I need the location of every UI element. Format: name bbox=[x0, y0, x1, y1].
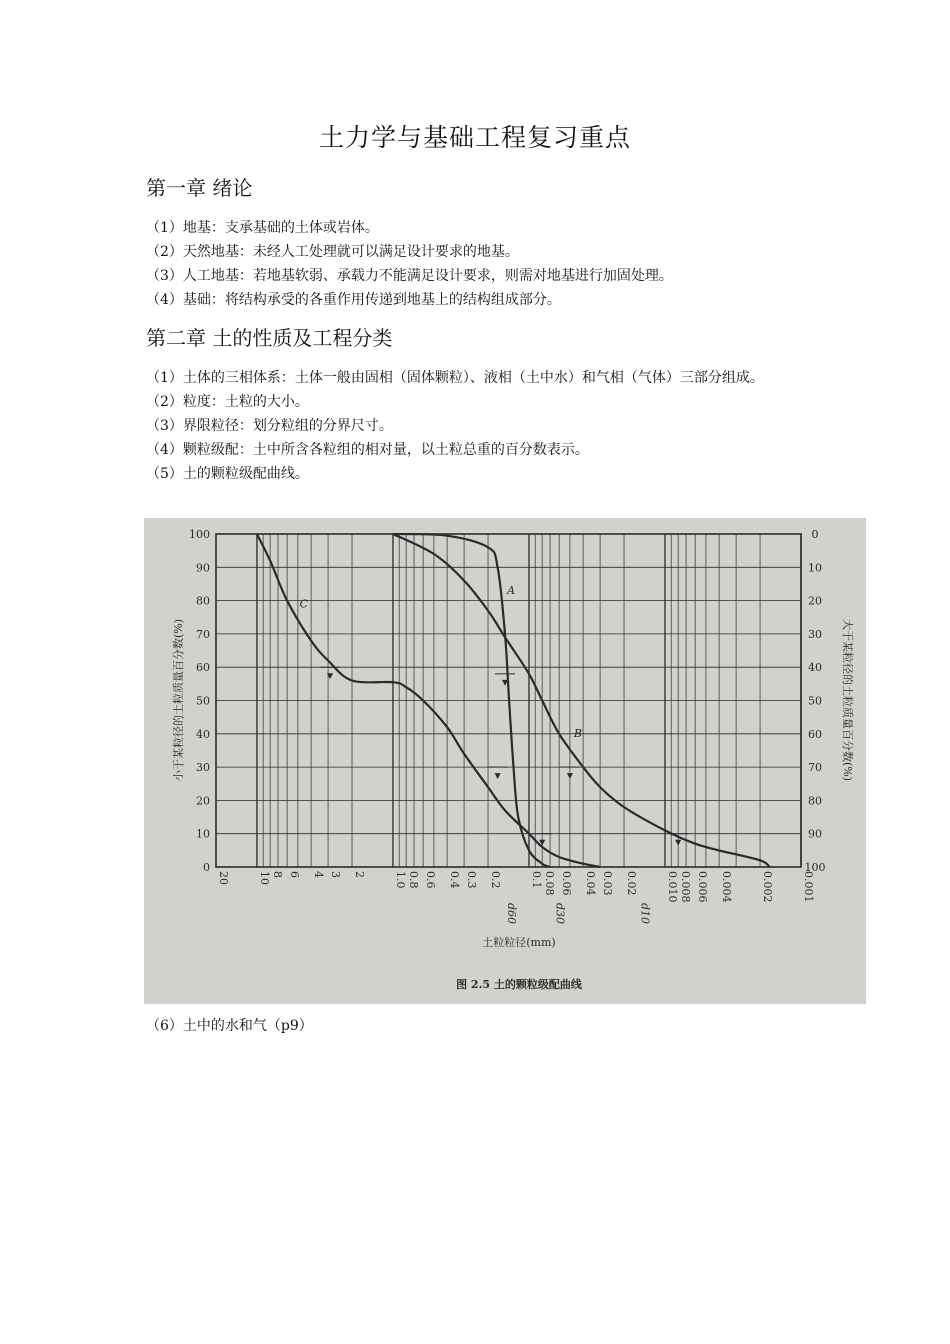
x-tick-label: 0.3 bbox=[465, 871, 479, 889]
x-tick-label: 0.006 bbox=[696, 871, 710, 903]
list-item: （4）基础：将结构承受的各重作用传递到地基上的结构组成部分。 bbox=[146, 292, 561, 308]
chapter-1-items bbox=[146, 216, 826, 312]
x-tick-label: 0.2 bbox=[489, 871, 503, 889]
y-tick-label-left: 80 bbox=[196, 594, 210, 608]
figure-background bbox=[144, 518, 866, 1004]
curve-label-A: A bbox=[507, 583, 516, 597]
list-item: （2）粒度：土粒的大小。 bbox=[146, 394, 309, 410]
x-tick-label: 20 bbox=[217, 871, 230, 885]
y-tick-label-left: 10 bbox=[196, 827, 210, 841]
y-axis-right-label: 大于某粒径的土粒质量百分数(%) bbox=[841, 618, 854, 782]
chapter-2-items bbox=[146, 366, 816, 486]
curve-label-C: C bbox=[299, 597, 308, 611]
list-item: （1）地基：支承基础的土体或岩体。 bbox=[146, 220, 379, 236]
y-tick-label-right: 30 bbox=[808, 627, 822, 641]
page-title: 土力学与基础工程复习重点 bbox=[318, 123, 631, 152]
y-tick-label-left: 90 bbox=[196, 561, 210, 575]
y-tick-label-right: 0 bbox=[811, 528, 819, 541]
grading-curve-chart bbox=[144, 518, 866, 1004]
x-tick-label: 4 bbox=[312, 871, 326, 878]
x-tick-label: 10 bbox=[257, 871, 271, 885]
x-tick-label: 0.8 bbox=[407, 871, 421, 889]
list-item: （5）土的颗粒级配曲线。 bbox=[146, 466, 309, 482]
curve-label-B: B bbox=[573, 727, 583, 741]
grading-curve-figure bbox=[144, 518, 866, 1004]
y-axis-left-label: 小于某粒径的土粒质量百分数(%) bbox=[172, 618, 185, 782]
y-tick-label-right: 60 bbox=[808, 727, 822, 741]
x-tick-label: 0.02 bbox=[625, 871, 639, 896]
x-tick-label: 0.002 bbox=[761, 871, 775, 903]
x-tick-label: 0.004 bbox=[720, 871, 734, 903]
x-tick-label: 0.03 bbox=[601, 871, 615, 896]
y-tick-label-right: 70 bbox=[808, 761, 822, 775]
x-tick-label: 0.010 bbox=[665, 871, 679, 903]
y-tick-label-right: 50 bbox=[808, 694, 822, 708]
x-tick-label: 0.1 bbox=[529, 871, 543, 889]
y-tick-label-right: 20 bbox=[808, 594, 822, 608]
annotation-d30: d30 bbox=[553, 903, 567, 925]
y-tick-label-left: 100 bbox=[189, 528, 210, 541]
y-tick-label-left: 60 bbox=[196, 661, 210, 675]
y-tick-label-left: 20 bbox=[196, 794, 210, 808]
x-tick-label: 1.0 bbox=[393, 871, 407, 889]
x-tick-label: 0.04 bbox=[584, 871, 598, 896]
y-tick-label-right: 80 bbox=[808, 794, 822, 808]
x-tick-label: 0.008 bbox=[679, 871, 693, 903]
x-tick-label: 6 bbox=[288, 871, 302, 878]
y-tick-label-right: 10 bbox=[808, 561, 822, 575]
list-item: （4）颗粒级配：土中所含各粒组的相对量，以土粒总重的百分数表示。 bbox=[146, 442, 589, 458]
x-tick-label: 0.08 bbox=[543, 871, 557, 896]
y-tick-label-left: 30 bbox=[196, 761, 210, 775]
y-tick-label-left: 40 bbox=[196, 727, 210, 741]
y-tick-label-right: 40 bbox=[808, 661, 822, 675]
list-item: （3）人工地基：若地基软弱、承载力不能满足设计要求，则需对地基进行加固处理。 bbox=[146, 268, 673, 284]
y-tick-label-right: 100 bbox=[804, 861, 826, 874]
chapter-2-after-figure: （6）土中的水和气（p9） bbox=[146, 1018, 313, 1034]
x-tick-label: 2 bbox=[353, 871, 367, 878]
figure-caption: 图 2.5 土的颗粒级配曲线 bbox=[456, 978, 582, 991]
y-tick-label-right: 90 bbox=[808, 827, 822, 841]
x-axis-label: 土粒粒径(mm) bbox=[482, 936, 556, 949]
x-tick-label: 0.4 bbox=[448, 871, 462, 889]
list-item: （2）天然地基：未经人工处理就可以满足设计要求的地基。 bbox=[146, 244, 519, 260]
chapter-1-heading: 第一章 绪论 bbox=[146, 176, 253, 200]
x-tick-label: 8 bbox=[271, 871, 285, 878]
x-tick-label: 0.06 bbox=[560, 871, 574, 896]
x-tick-label: 0.6 bbox=[424, 871, 438, 889]
y-tick-label-left: 0 bbox=[203, 861, 210, 874]
annotation-d60: d60 bbox=[504, 903, 518, 925]
x-tick-label: 3 bbox=[329, 871, 343, 878]
x-tick-label: 0.001 bbox=[802, 871, 815, 903]
annotation-d10: d10 bbox=[638, 903, 652, 925]
list-item: （1）土体的三相体系：土体一般由固相（固体颗粒）、液相（土中水）和气相（气体）三部分组成。 bbox=[146, 370, 764, 386]
list-item: （3）界限粒径：划分粒组的分界尺寸。 bbox=[146, 418, 393, 434]
y-tick-label-left: 70 bbox=[196, 627, 210, 641]
y-tick-label-left: 50 bbox=[196, 694, 210, 708]
chapter-2-heading: 第二章 土的性质及工程分类 bbox=[146, 326, 393, 350]
